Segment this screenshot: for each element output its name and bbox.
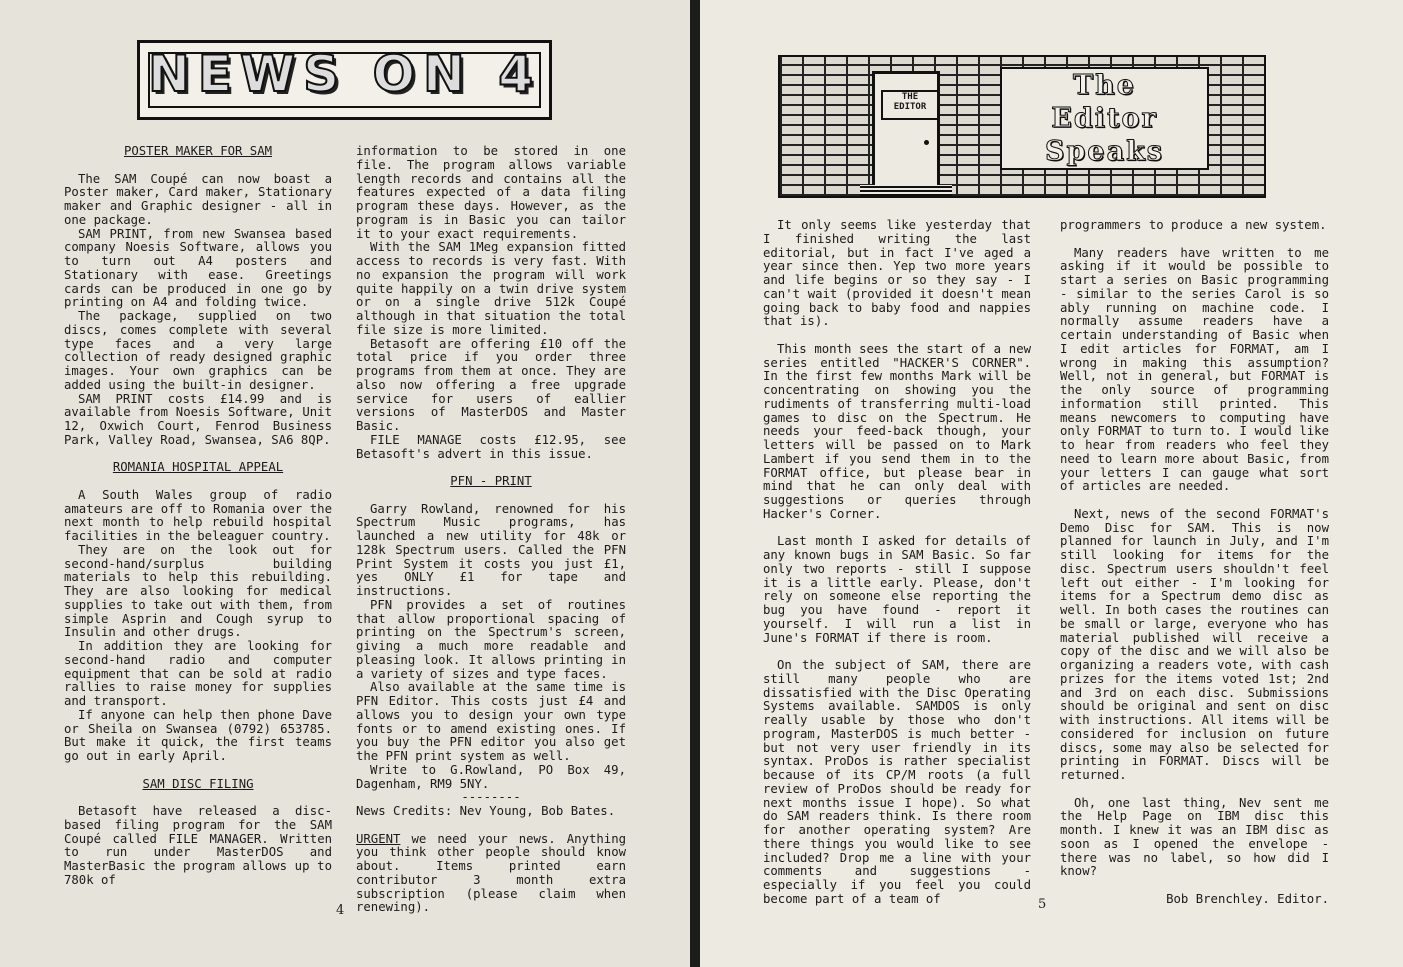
paragraph: Next, news of the second FORMAT's Demo Disc for SAM. This is now planned for launch in July, and I'm still looking for items for the disc. Spectrum users shouldn't feel left out either - I'm looking for items for a Spectrum demo disc as well. In both cases the routines can be small or large, everyone who has material published will receive a copy of the disc and we will also be organizing a readers vote, with cash prizes for the items voted 1st; 2nd and 3rd on each disc. Submissions should be original and sent on disc with instructions. All items will be considered for inclusion on future discs, some may also be selected for printing in FORMAT. Discs will be returned. (1060, 506, 1329, 782)
paragraph: It only seems like yesterday that I finished writing the last editorial, but in fact I've aged a year since then. Yep two more years and life begins or so they say - I can't wait (provided it doesn't mean going back to baby food and nappies that is). (763, 218, 1031, 329)
urgent-text: we need your news. Anything you think other people should know about. Items printed earn contributor 3 month extra subscription (please claim when renewing). (356, 831, 626, 915)
section-heading: POSTER MAKER FOR SAM (123, 144, 273, 158)
paragraph: The SAM Coupé can now boast a Poster maker, Card maker, Stationary maker and Graphic designer - all in one package. (64, 171, 332, 227)
page-number: 4 (336, 903, 345, 918)
paragraph: This month sees the start of a new series entitled "HACKER'S CORNER". In the first few months Mark will be concentrating on showing you the rudiments of transferring multi-load games to disc on the Spectrum. He needs your feed-back though, your letters will be passed on to Mark Lambert if you send them in to the FORMAT office, but please bear in mind that he can only deal with suggestions or queries through Hacker's Corner. (763, 341, 1031, 521)
paragraph: FILE MANAGE costs £12.95, see Betasoft's advert in this issue. (356, 432, 626, 461)
door-sign-line: EDITOR (893, 102, 927, 112)
paragraph: Betasoft have released a disc-based filing program for the SAM Coupé called FILE MANAGER. Written to run under MasterDOS and MasterBasic the program allows up to 780k of (64, 804, 332, 887)
title-line: The (1073, 70, 1136, 101)
paragraph: SAM PRINT, from new Swansea based company Noesis Software, allows you to turn out A4 posters and Stationary with ease. Greetings cards can be produced in one go by printing on A4 and folding twice. (64, 226, 332, 310)
paragraph: Garry Rowland, renowned for his Spectrum Music programs, has launched a new utility for 48k or 128k Spectrum users. Called the PFN Print System it costs you just £1, yes ONLY £1 for tape and instructions. (356, 501, 626, 598)
paragraph: programmers to produce a new system. (1060, 218, 1327, 232)
editor-speaks-title (1000, 67, 1209, 170)
door-sign (881, 90, 939, 120)
news-credits: News Credits: Nev Young, Bob Bates. (356, 804, 616, 818)
paragraph: Last month I asked for details of any known bugs in SAM Basic. So far only two reports - still I suppose it is a little early. Please, don't rely on someone else reporting the bug you have found - report it yourself. I will run a list in June's FORMAT if there is room. (763, 534, 1031, 645)
section-heading: ROMANIA HOSPITAL APPEAL (112, 460, 284, 475)
paragraph: With the SAM 1Meg expansion fitted access to records is very fast. With no expansion the program will work quite happily on a twin drive system or on a single drive 512k Coupé although in that situation the total file size is more limited. (356, 240, 626, 337)
door-sign-line: THE (901, 92, 919, 102)
editor-speaks-banner (778, 55, 1266, 198)
left-column-2 (356, 145, 626, 915)
paragraph: Many readers have written to me asking if it would be possible to start a series on Basic programming - similar to the series Carol is so ably running on machine code. I normally assume readers have a certain understanding of Basic when I edit articles for FORMAT, am I wrong in making this assumption? Well, not in general, but FORMAT is the only source of programming information still printed. This means newcomers to computing have only FORMAT to turn to. I would like to hear from readers who feel they need to learn more about Basic, from your letters I can gauge what sort of articles are needed. (1060, 245, 1329, 494)
door-knob (924, 140, 929, 145)
news-on-4-banner (137, 40, 552, 120)
right-column-2 (1060, 219, 1329, 907)
paragraph: Write to G.Rowland, PO Box 49, Dagenham, RM9 5NY. (356, 762, 626, 791)
page-number: 5 (1038, 897, 1047, 912)
urgent-label: URGENT (356, 831, 401, 846)
door-graphic (872, 71, 940, 189)
title-line: Speaks (1045, 136, 1164, 167)
paragraph: The package, supplied on two discs, comes complete with several type faces and a very large collection of ready designed graphic images. Your own graphics can be added using the built-in designer. (64, 309, 332, 392)
urgent-paragraph (356, 833, 626, 916)
banner-title: NEWS ON 4 (147, 45, 542, 103)
paragraph: Also available at the same time is PFN Editor. This costs just £4 and allows you to design your own type fonts or to amend existing ones. If you buy the PFN editor you also get the PFN print system as well. (356, 680, 626, 763)
separator: -------- (461, 790, 521, 805)
paragraph: Oh, one last thing, Nev sent me the Help Page on IBM disc this month. I knew it was an IBM disc as soon as I opened the envelope - there was no label, so how did I know? (1060, 795, 1329, 879)
left-column-1 (64, 145, 332, 888)
paragraph: SAM PRINT costs £14.99 and is available from Noesis Software, Unit 12, Oxwich Court, Fenrod Business Park, Valley Road, Swansea, SA6 8QP. (64, 391, 332, 447)
paragraph: information to be stored in one file. The program allows variable length records and contains all the features expected of a data filing program these days. However, as the program is in Basic you can tailor it to your exact requirements. (356, 144, 626, 241)
section-heading: PFN - PRINT (450, 474, 532, 488)
paragraph: In addition they are looking for second-hand radio and computer equipment that can be sold at radio rallies to raise money for supplies and transport. (64, 639, 332, 708)
right-column-1 (763, 219, 1031, 907)
editor-signature: Bob Brenchley. Editor. (1166, 891, 1329, 906)
section-heading: SAM DISC FILING (142, 776, 254, 791)
page-4 (0, 0, 690, 967)
paragraph: A South Wales group of radio amateurs are off to Romania over the next month to help rebuild hospital facilities in the beleaguer country. (64, 487, 332, 543)
paragraph: Betasoft are offering £10 off the total price if you order three programs from them at once. They are also now offering a free upgrade service for users of eallier versions of MasterDOS and Master Basic. (356, 336, 626, 433)
title-line: Editor (1051, 103, 1158, 134)
paragraph: On the subject of SAM, there are still many people who are dissatisfied with the Disc Operating Systems available. SAMDOS is only really usable by those who don't program, MasterDOS is much better - but not very user friendly in its syntax. ProDos is rather specialist because of its CP/M roots (a full review of ProDos should be ready for next months issue I hope). So what do SAM readers think. Is there room for another operating system? Are there things you would like to see included? Drop me a line with your comments and suggestions - especially if you feel you could become part of a team of (763, 658, 1031, 906)
paragraph: They are on the look out for second-hand/surplus building materials to help this rebuilding. They are also looking for medical supplies to take out with them, from simple Asprin and Cough syrup to Insulin and other drugs. (64, 542, 332, 640)
door-steps (860, 185, 952, 196)
paragraph: PFN provides a set of routines that allow proportional spacing of printing on the Spectrum's screen, giving a much more readable and pleasing look. It allows printing in a variety of sizes and type faces. (356, 597, 626, 681)
paragraph: If anyone can help then phone Dave or Sheila on Swansea (0792) 653785. But make it quick, the first teams go out in early April. (64, 707, 332, 763)
